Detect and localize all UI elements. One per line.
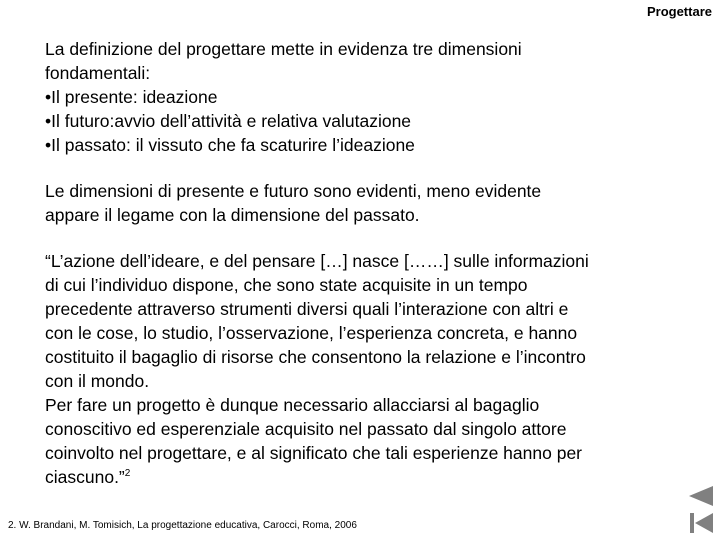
slide-navigation xyxy=(686,484,716,536)
paragraph-definition xyxy=(45,37,685,157)
quote-line: precedente attraverso strumenti diversi quali l’interazione con altri e xyxy=(45,299,569,319)
quote-line-last xyxy=(45,465,685,489)
first-slide-button[interactable] xyxy=(686,511,716,535)
slide-body xyxy=(45,37,685,489)
bullet-item-present: •Il presente: ideazione xyxy=(45,87,218,107)
bullet-item-past: •Il passato: il vissuto che fa scaturire l’ideazione xyxy=(45,135,415,155)
paragraph-spacer xyxy=(45,157,685,179)
quote-line: di cui l’individuo dispone, che sono state acquisite in un tempo xyxy=(45,275,528,295)
footnote-citation: 2. W. Brandani, M. Tomisich, La progettazione educativa, Carocci, Roma, 2006 xyxy=(8,520,357,531)
text-line: La definizione del progettare mette in evidenza tre dimensioni xyxy=(45,39,522,59)
text-line: appare il legame con la dimensione del passato. xyxy=(45,205,420,225)
quote-text: ciascuno.” xyxy=(45,467,125,487)
quote-line: costituito il bagaglio di risorse che consentono la relazione e l’incontro xyxy=(45,347,586,367)
footnote-reference: 2 xyxy=(124,468,131,480)
text-line: fondamentali: xyxy=(45,63,151,83)
paragraph-quote xyxy=(45,249,685,489)
paragraph-spacer xyxy=(45,227,685,249)
slide-header-title: Progettare xyxy=(646,4,712,19)
previous-slide-button[interactable] xyxy=(686,484,716,508)
quote-line: coinvolto nel progettare, e al significato che tali esperienze hanno per xyxy=(45,443,583,463)
bullet-item-future: •Il futuro:avvio dell’attività e relativa valutazione xyxy=(45,111,412,131)
quote-line: conoscitivo ed esperenziale acquisito nel passato dal singolo attore xyxy=(45,419,567,439)
quote-line: “L’azione dell’ideare, e del pensare […] nasce [……] sulle informazioni xyxy=(45,251,589,271)
paragraph-dimensions xyxy=(45,179,685,227)
previous-slide-icon xyxy=(686,484,716,508)
first-slide-icon xyxy=(686,511,716,535)
quote-line: con il mondo. xyxy=(45,371,150,391)
quote-line: con le cose, lo studio, l’osservazione, l’esperienza concreta, e hanno xyxy=(45,323,578,343)
text-line: Le dimensioni di presente e futuro sono evidenti, meno evidente xyxy=(45,181,542,201)
quote-line: Per fare un progetto è dunque necessario allacciarsi al bagaglio xyxy=(45,395,540,415)
